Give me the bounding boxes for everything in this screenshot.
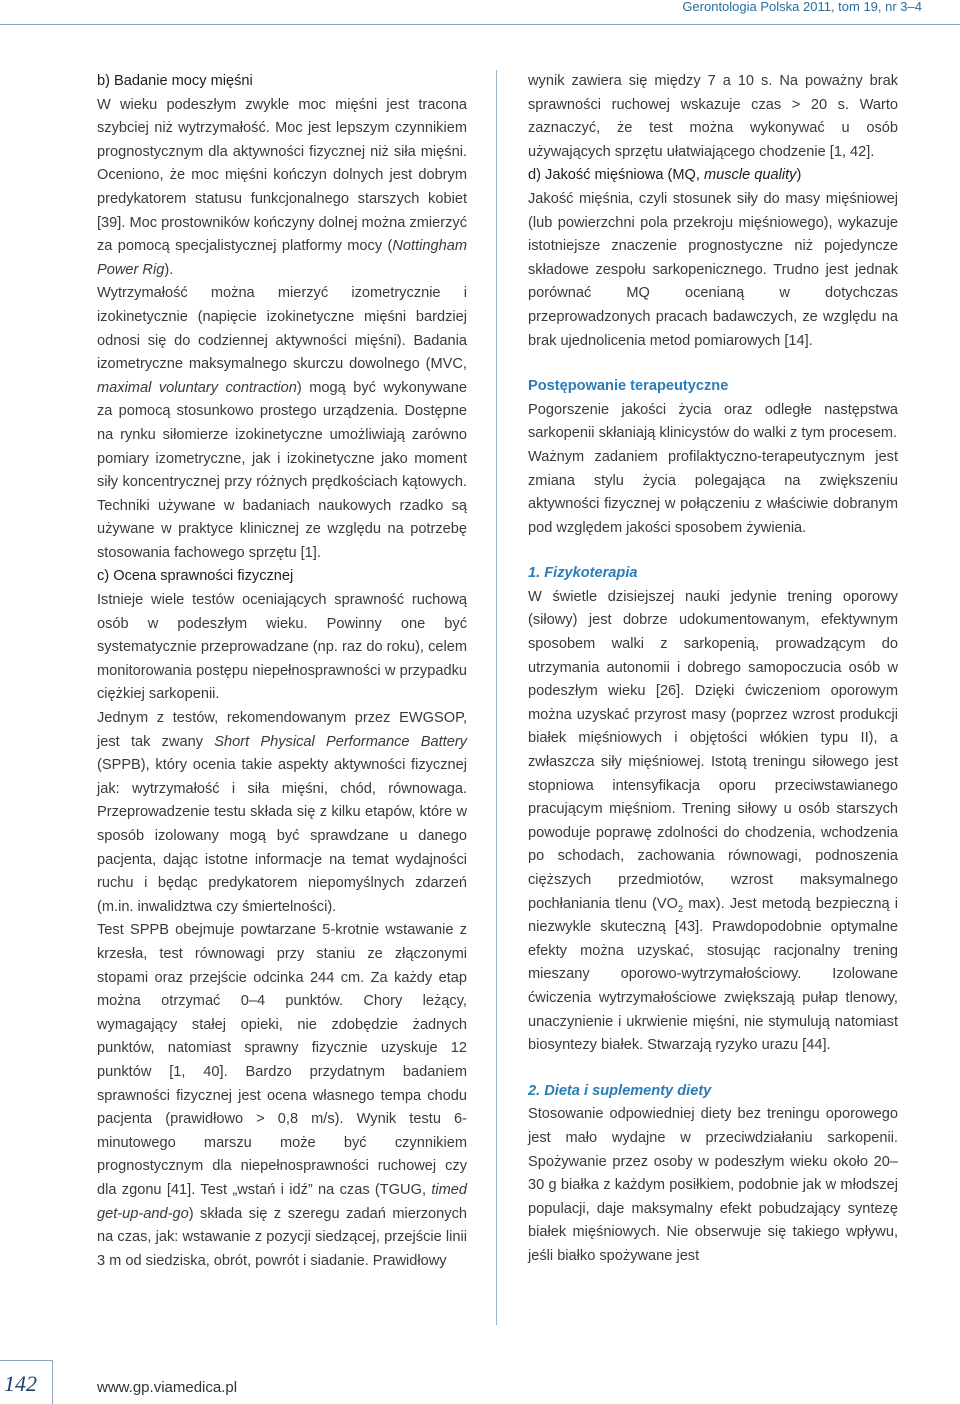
journal-url[interactable]: www.gp.viamedica.pl bbox=[97, 1379, 238, 1396]
subsection-heading-d bbox=[528, 164, 898, 188]
spacer bbox=[528, 540, 898, 562]
italic-term: Nottingham Power Rig bbox=[97, 238, 467, 278]
spacer bbox=[528, 1058, 898, 1080]
italic-term: maximal voluntary contraction bbox=[97, 379, 297, 396]
text-run: d) Jakość mięśniowa (MQ, bbox=[528, 167, 704, 184]
left-column bbox=[97, 70, 467, 1273]
italic-term: timed get-up-and-go bbox=[97, 1181, 467, 1222]
paragraph: wynik zawiera się między 7 a 10 s. Na poważny brak sprawności ruchowej wskazuje czas > 20 s. Warto zaznaczyć, że test można wykonywać u osób używających sprzętu ułatwiającego chodzenie [1, 42]. bbox=[528, 73, 898, 160]
subsection-heading-c: c) Ocena sprawności fizycznej bbox=[97, 568, 294, 585]
paragraph: Ważnym zadaniem profilaktyczno-terapeutycznym jest zmiana stylu życia polegająca na zwiększeniu aktywności fizycznej w połączeniu z właściwie dobranym pod względem jakości sposobem żywienia. bbox=[528, 448, 898, 536]
text-run: ). bbox=[164, 261, 174, 278]
text-run: (SPPB), który ocenia takie aspekty aktywności fizycznej jak: wytrzymałość i siła mięśni, chód, równowaga. Przeprowadzenie testu składa się z kilku etapów, które w sposób izolowany mogą być sprawdzane u danego pacjenta, dając istotne informacje na temat wydajności ruchu i będąc predykatorem niepomyślnych zdarzeń (m.in. inwalidztwa czy śmiertelności). bbox=[97, 757, 467, 915]
paragraph: Stosowanie odpowiedniej diety bez treningu oporowego jest mało wydajne w przeciwdziałaniu sarkopenii. Spożywanie przez osoby w podeszłym wieku około 20–30 g białka z każdym posiłkiem, podobnie jak w młodszej populacji, daje maksymalny efekt pobudzający syntezę białek mięśniowych. Nie obserwuje się takiego wpływu, jeśli białko spożywane jest bbox=[528, 1106, 898, 1264]
subsection-heading-b: b) Badanie mocy mięśni bbox=[97, 73, 253, 89]
paragraph: Pogorszenie jakości życia oraz odległe następstwa sarkopenii skłaniają klinicystów do walki z tym procesem. bbox=[528, 401, 898, 442]
subsection-title-dieta: 2. Dieta i suplementy diety bbox=[528, 1082, 712, 1099]
column-divider bbox=[496, 70, 497, 1325]
page-footer bbox=[0, 1360, 960, 1404]
text-run: ) składa się z szeregu zadań mierzonych na czas, jak: wstawanie z pozycji siedzącej, przejście linii 3 m od siedziska, obrót, powrót i siadanie. Prawidłowy bbox=[97, 1205, 467, 1269]
paragraph bbox=[528, 586, 898, 1058]
paragraph bbox=[97, 282, 467, 565]
page-number: 142 bbox=[4, 1371, 37, 1396]
paragraph bbox=[97, 707, 467, 919]
text-run: max). Jest metodą bezpieczną i niezwykle skuteczną [43]. Prawdopodobnie optymalne efekty można uzyskać, stosując racjonalny trening mieszany oporowo-wytrzymałościowy. Izolowane ćwiczenia wytrzymałościowe zwiększają pułap tlenowy, unaczynienie i ukrwienie mięśni, nie stymulują natomiast biosyntezy białek. Stwarzają ryzyko urazu [44]. bbox=[528, 895, 899, 1054]
text-run: ) mogą być wykonywane za pomocą stosunkowo prostego urządzenia. Dostępne na rynku siłomierze izokinetyczne umożliwiają zarówno pomiary izometryczne, jak i izokinetyczne jako moment siły koncentrycznej przy różnych prędkościach kątowych. Techniki używane w badaniach naukowych rzadko są używane w praktyce klinicznej ze względu na potrzebę stosowania fachowego sprzętu [1]. bbox=[97, 379, 467, 561]
italic-term: muscle quality bbox=[703, 167, 797, 184]
text-run: W wieku podeszłym zwykle moc mięśni jest tracona szybciej niż wytrzymałość. Moc jest lepszym czynnikiem prognostycznym dla aktywności fizycznej niż siła mięśni. Oceniono, że moc mięśni kończyn dolnych jest dobrym predykatorem statusu funkcjonalnego starszych kobiet [39]. Moc prostowników kończyny dolnej można zmierzyć za pomocą specjalistycznej platformy mocy ( bbox=[97, 96, 467, 255]
section-title: Postępowanie terapeutyczne bbox=[528, 378, 729, 395]
header-rule bbox=[0, 24, 960, 25]
spacer bbox=[528, 353, 898, 375]
running-header: Gerontologia Polska 2011, tom 19, nr 3–4 bbox=[682, 0, 922, 14]
subscript: 2 bbox=[677, 903, 683, 914]
subsection-title-fizykoterapia: 1. Fizykoterapia bbox=[528, 565, 638, 582]
text-run: Wytrzymałość można mierzyć izometrycznie i izokinetycznie (napięcie izokinetyczne mięśni bardziej odnosi się do codziennej aktywności mięśni). Badania izometryczne maksymalnego skurczu dowolnego (MVC, bbox=[97, 285, 467, 373]
paragraph: Istnieje wiele testów oceniających sprawność ruchową osób w podeszłym wieku. Powinny one być systematycznie przeprowadzane (np. raz do roku), celem monitorowania postępu niepełnosprawności w przypadku ciężkiej sarkopenii. bbox=[97, 592, 467, 703]
page-number-box bbox=[0, 1360, 53, 1404]
italic-term: Short Physical Performance Battery bbox=[214, 733, 467, 750]
paragraph bbox=[97, 94, 467, 283]
text-run: Jednym z testów, rekomendowanym przez EWGSOP, jest tak zwany bbox=[97, 710, 467, 750]
text-run: ) bbox=[796, 167, 802, 184]
text-run: W świetle dzisiejszej nauki jedynie trening oporowy (siłowy) jest dobrze udokumentowanym, efektywnym sposobem walki z sarkopenią, prowadzącym do utrzymania autonomii i dobrego samopoczucia osób w podeszłym wieku [26]. Dzięki ćwiczeniom oporowym można uzyskać przyrost masy (poprzez wzrost produkcji białek mięśniowych i objętości włókien typu II), a zwłaszcza siły mięśniowej. Istotą treningu siłowego jest stopniowa intensyfikacja oporu przeciwstawianego pracującym mięśniom. Trening siłowy u osób starszych powoduje poprawę zdolności do chodzenia, wchodzenia po schodach, zachowania równowagi, podnoszenia cięższych przedmiotów, wzrost maksymalnego pochłaniania tlenu (VO bbox=[528, 588, 898, 912]
paragraph bbox=[97, 919, 467, 1273]
paragraph: Jakość mięśnia, czyli stosunek siły do masy mięśniowej (lub powierzchni pola przekroju mięśniowego), wykazuje istotniejsze znaczenie prognostyczne niż pojedyncze składowe zespołu sarkopenicznego. Trudno jest jednak porównać MQ ocenianą w dotychczas przeprowadzonych pracach badawczych, ze względu na brak ujednolicenia metod pomiarowych [14]. bbox=[528, 190, 898, 349]
right-column bbox=[528, 70, 898, 1269]
text-run: Test SPPB obejmuje powtarzane 5-krotnie wstawanie z krzesła, test równowagi przy staniu ze złączonymi stopami oraz przejście odcinka 244 cm. Za każdy etap można otrzymać 0–4 punktów. Chory leżący, wymagający stałej opieki, nie zdobędzie żadnych punktów, natomiast sprawny fizycznie uzyskuje 12 punktów [1, 40]. Bardzo przydatnym badaniem sprawności fizycznej jest ocena własnego tempa chodu pacjenta (prawidłowo > 0,8 m/s). Wynik testu 6-minutowego marszu może być czynnikiem prognostycznym dla niepełnosprawności ruchowej czy dla zgonu [41]. Test „wstań i idź” na czas (TGUG, bbox=[97, 922, 467, 1198]
